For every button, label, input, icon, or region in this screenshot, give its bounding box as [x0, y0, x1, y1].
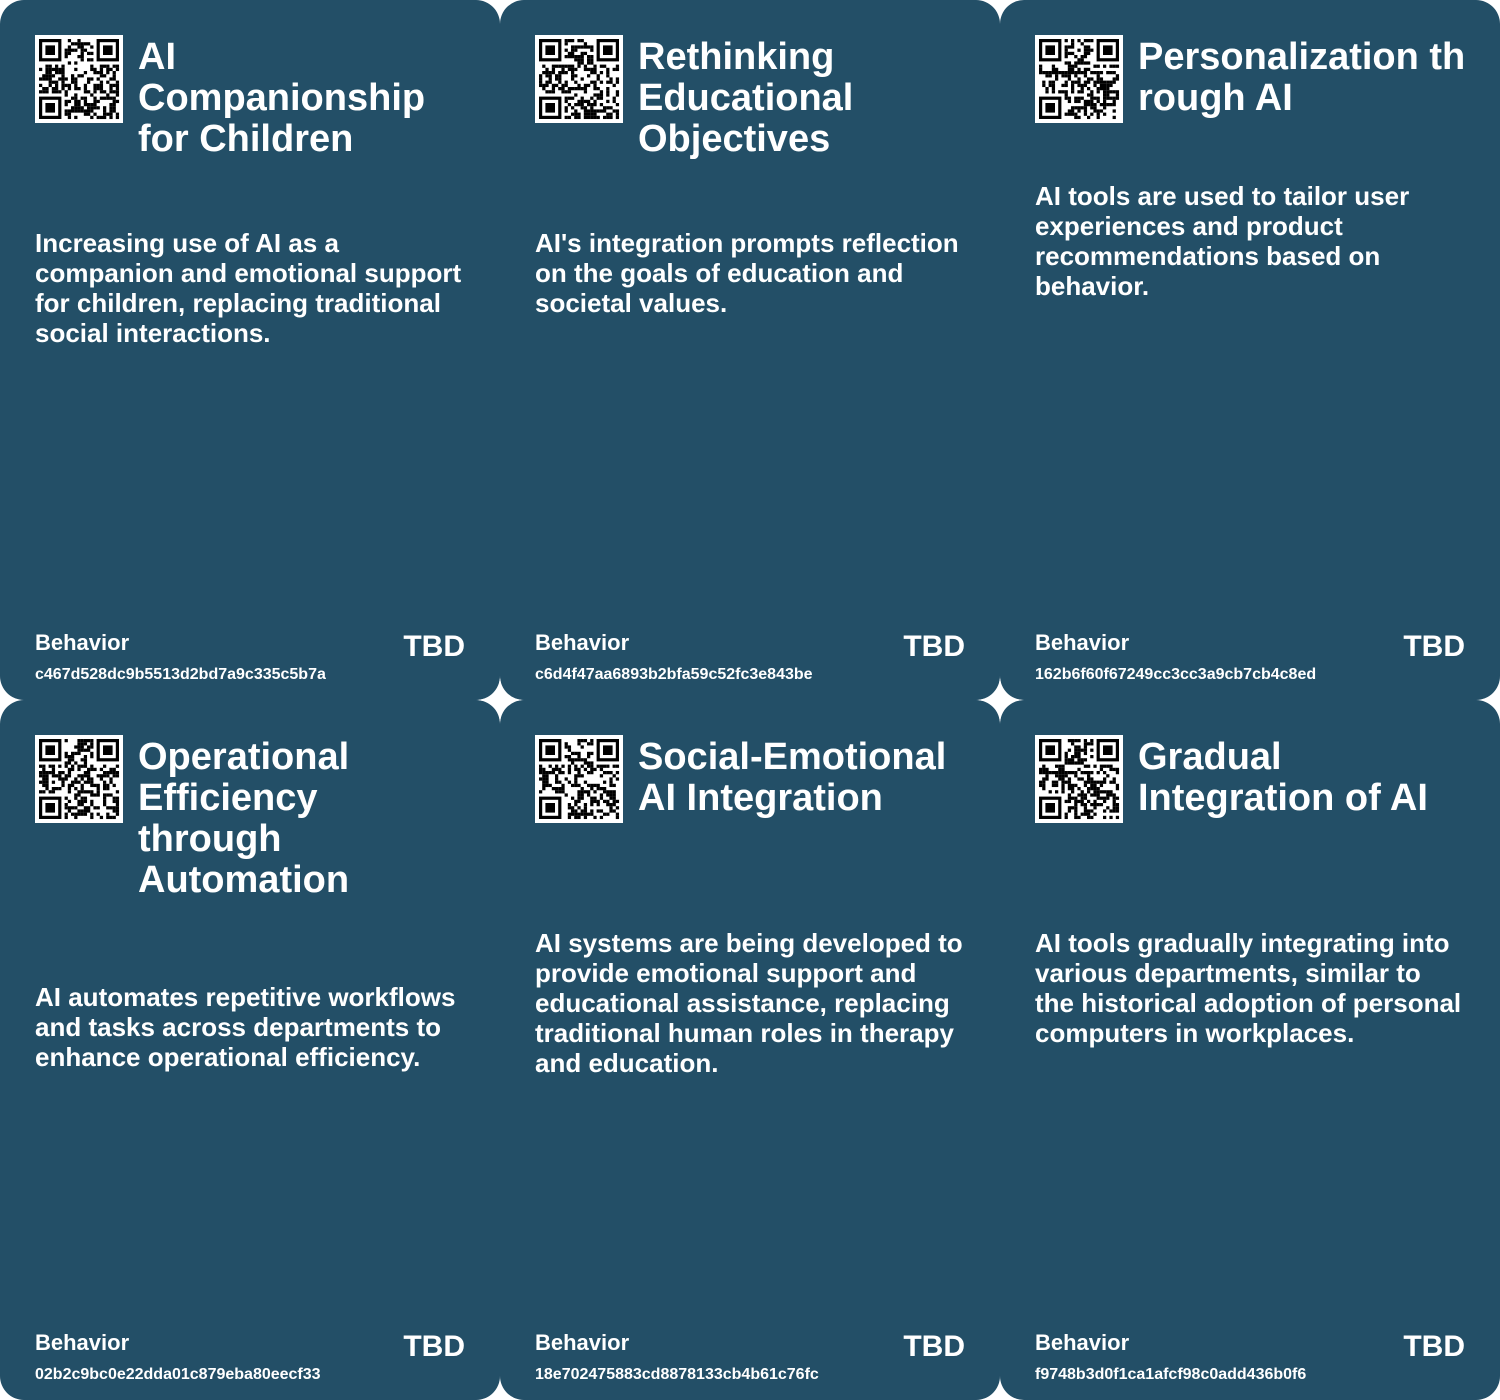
card-description: AI's integration prompts reflection on the goals of education and societal values. [535, 228, 959, 318]
card-category: Behavior [1035, 630, 1130, 655]
card-description: AI tools are used to tailor user experiences and product recommendations based on behavior. [1035, 181, 1410, 301]
card[interactable] [1000, 700, 1500, 1400]
card[interactable] [0, 0, 500, 700]
qr-code-icon [35, 35, 123, 123]
status-badge: TBD [903, 630, 965, 663]
card-id: c6d4f47aa6893b2bfa59c52fc3e843be [535, 666, 813, 683]
card[interactable] [500, 0, 1000, 700]
status-badge: TBD [1403, 1330, 1465, 1363]
card-description: AI automates repetitive workflows and tasks across departments to enhance operational efficiency. [35, 982, 456, 1072]
card[interactable] [500, 700, 1000, 1400]
card-title: AI Companionship for Children [138, 36, 426, 160]
card-title: Rethinking Educational Objectives [638, 36, 854, 160]
card-description: AI systems are being developed to provide emotional support and educational assistance, replacing traditional human roles in therapy and education. [535, 928, 963, 1078]
card-id: 18e702475883cd8878133cb4b61c76fc [535, 1366, 819, 1383]
qr-code-icon [535, 735, 623, 823]
status-badge: TBD [903, 1330, 965, 1363]
card-title: Gradual Integration of AI [1138, 736, 1428, 819]
card-category: Behavior [35, 1330, 130, 1355]
card-id: 02b2c9bc0e22dda01c879eba80eecf33 [35, 1366, 321, 1383]
card-title: Social-Emotional AI Integration [638, 736, 947, 819]
status-badge: TBD [1403, 630, 1465, 663]
qr-code-icon [535, 35, 623, 123]
qr-code-icon [35, 735, 123, 823]
card-title: Operational Efficiency through Automation [138, 736, 350, 901]
card-category: Behavior [35, 630, 130, 655]
card-category: Behavior [1035, 1330, 1130, 1355]
card-category: Behavior [535, 1330, 630, 1355]
card-description: Increasing use of AI as a companion and emotional support for children, replacing traditional social interactions. [35, 228, 462, 348]
card-title: Personalization through AI [1138, 36, 1466, 119]
status-badge: TBD [403, 630, 465, 663]
card[interactable] [0, 700, 500, 1400]
qr-code-icon [1035, 735, 1123, 823]
card-id: c467d528dc9b5513d2bd7a9c335c5b7a [35, 666, 326, 683]
card[interactable] [1000, 0, 1500, 700]
card-description: AI tools gradually integrating into various departments, similar to the historical adoption of personal computers in workplaces. [1035, 928, 1462, 1048]
card-category: Behavior [535, 630, 630, 655]
qr-code-icon [1035, 35, 1123, 123]
card-id: 162b6f60f67249cc3cc3a9cb7cb4c8ed [1035, 666, 1317, 683]
card-id: f9748b3d0f1ca1afcf98c0add436b0f6 [1035, 1366, 1307, 1383]
status-badge: TBD [403, 1330, 465, 1363]
